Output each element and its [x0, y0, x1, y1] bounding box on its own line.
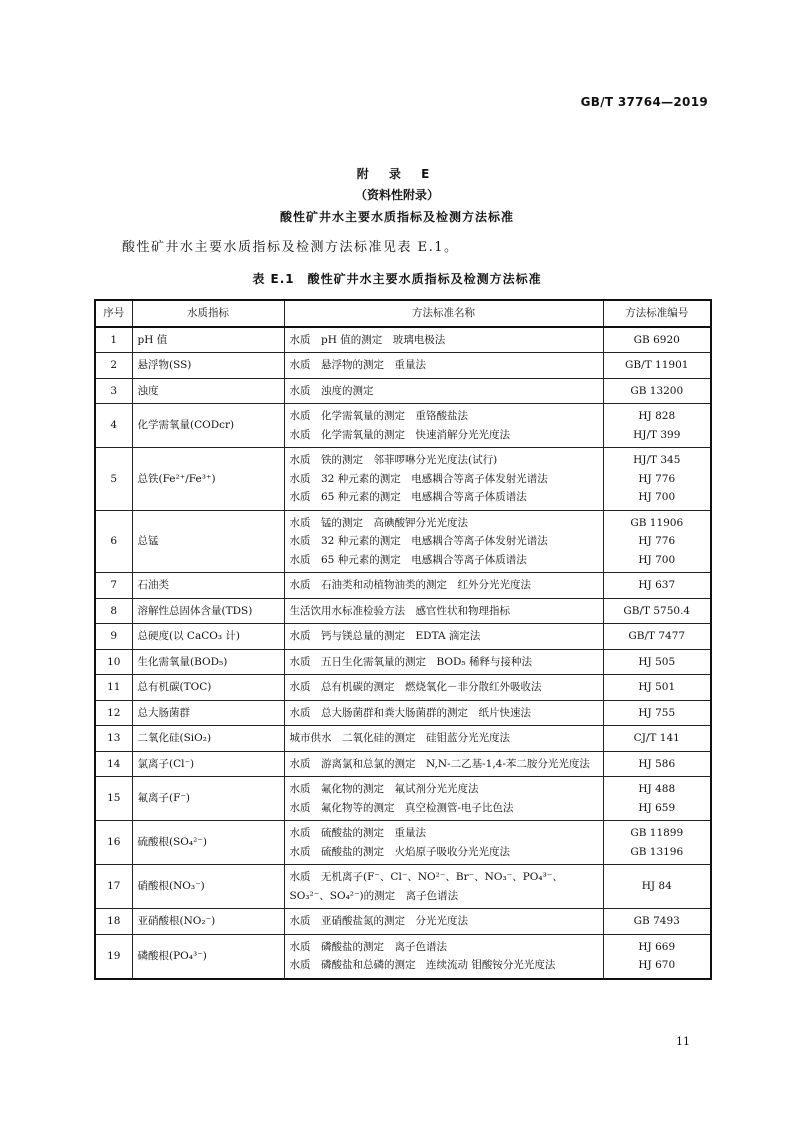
method-standard-code: GB/T 7477: [628, 630, 686, 642]
method-standard-name: 水质 石油类和动植物油类的测定 红外分光光度法: [289, 579, 531, 591]
method-standard-code: HJ 505: [638, 655, 676, 668]
water-quality-indicator: 石油类: [132, 573, 284, 599]
method-standard-names: [284, 404, 603, 448]
column-header-method: 方法标准名称: [284, 300, 603, 327]
method-standard-name: 水质 化学需氧量的测定 快速消解分光光度法: [289, 428, 510, 441]
method-standard-name: 水质 pH 值的测定 玻璃电极法: [289, 333, 446, 346]
method-standard-code: HJ 828: [638, 410, 676, 422]
method-standard-code: HJ 755: [638, 706, 676, 719]
method-standard-names: [284, 378, 603, 404]
table-row: [95, 573, 711, 599]
method-standard-code: HJ 776: [638, 472, 676, 485]
method-standard-names: [284, 865, 603, 909]
method-standard-name: 水质 钙与镁总量的测定 EDTA 滴定法: [289, 630, 481, 642]
standard-code: GB/T 37764—2019: [580, 95, 708, 109]
method-standard-codes: [603, 700, 711, 726]
row-number: 11: [95, 675, 132, 701]
row-number: 6: [95, 510, 132, 573]
method-standard-name: 水质 磷酸盐的测定 离子色谱法: [289, 940, 447, 953]
method-standard-codes: [603, 624, 711, 650]
table-row: [95, 404, 711, 448]
method-standard-codes: [603, 598, 711, 624]
method-standard-names: [284, 624, 603, 650]
water-quality-indicator: 总铁(Fe²⁺/Fe³⁺): [132, 448, 284, 511]
method-standard-names: [284, 448, 603, 511]
table-header-row: [95, 300, 711, 327]
row-number: 13: [95, 726, 132, 752]
method-standard-code: HJ 637: [638, 579, 676, 591]
method-standard-name: 水质 氟化物等的测定 真空检测管-电子比色法: [289, 801, 514, 814]
method-standard-code: HJ 488: [638, 783, 676, 795]
method-standard-codes: [603, 649, 711, 675]
method-standard-names: [284, 751, 603, 777]
method-standard-name: 水质 浊度的测定: [289, 384, 374, 397]
table-caption: 表 E.1 酸性矿井水主要水质指标及检测方法标准: [252, 272, 542, 286]
method-standard-codes: [603, 751, 711, 777]
method-standard-name: 水质 亚硝酸盐氮的测定 分光光度法: [289, 915, 468, 927]
method-standard-codes: [603, 353, 711, 379]
method-standard-name: 水质 总大肠菌群和粪大肠菌群的测定 纸片快速法: [289, 706, 531, 719]
method-standard-codes: [603, 865, 711, 909]
method-standard-codes: [603, 448, 711, 511]
row-number: 9: [95, 624, 132, 650]
method-standard-code: HJ 670: [638, 959, 676, 971]
method-standard-code: HJ 659: [638, 801, 676, 814]
method-standard-codes: [603, 573, 711, 599]
standards-table: [94, 299, 712, 980]
method-standard-name: 水质 硫酸盐的测定 火焰原子吸收分光光度法: [289, 845, 510, 858]
water-quality-indicator: 总大肠菌群: [132, 700, 284, 726]
table-row: [95, 510, 711, 573]
method-standard-names: [284, 934, 603, 979]
method-standard-names: [284, 510, 603, 573]
method-standard-name: 水质 悬浮物的测定 重量法: [289, 359, 426, 371]
method-standard-names: [284, 777, 603, 821]
method-standard-name: 水质 32 种元素的测定 电感耦合等离子体发射光谱法: [289, 535, 548, 547]
water-quality-indicator: 氯离子(Cl⁻): [132, 751, 284, 777]
row-number: 17: [95, 865, 132, 909]
appendix-nature: （资料性附录）: [354, 188, 439, 202]
table-row: [95, 624, 711, 650]
method-standard-codes: [603, 510, 711, 573]
water-quality-indicator: pH 值: [132, 327, 284, 353]
water-quality-indicator: 亚硝酸根(NO₂⁻): [132, 909, 284, 935]
method-standard-codes: [603, 327, 711, 353]
method-standard-name: 水质 磷酸盐和总磷的测定 连续流动 钼酸铵分光光度法: [289, 959, 556, 971]
method-standard-name: 水质 化学需氧量的测定 重铬酸盐法: [289, 410, 468, 422]
water-quality-indicator: 磷酸根(PO₄³⁻): [132, 934, 284, 979]
method-standard-names: [284, 598, 603, 624]
method-standard-name: 城市供水 二氧化硅的测定 硅钼蓝分光光度法: [289, 732, 510, 744]
table-row: [95, 726, 711, 752]
method-standard-codes: [603, 675, 711, 701]
table-row: [95, 598, 711, 624]
row-number: 18: [95, 909, 132, 935]
method-standard-names: [284, 726, 603, 752]
method-standard-code: GB 7493: [633, 915, 680, 927]
water-quality-indicator: 浊度: [132, 378, 284, 404]
method-standard-code: HJ 84: [641, 880, 672, 893]
table-row: [95, 934, 711, 979]
row-number: 2: [95, 353, 132, 379]
method-standard-code: HJ/T 399: [633, 428, 681, 441]
row-number: 10: [95, 649, 132, 675]
table-row: [95, 751, 711, 777]
column-header-code: 方法标准编号: [603, 300, 711, 327]
method-standard-code: HJ 700: [638, 491, 676, 503]
row-number: 16: [95, 821, 132, 865]
method-standard-codes: [603, 909, 711, 935]
table-body: [95, 327, 711, 979]
water-quality-indicator: 总硬度(以 CaCO₃ 计): [132, 624, 284, 650]
method-standard-codes: [603, 378, 711, 404]
method-standard-name: 水质 氟化物的测定 氟试剂分光光度法: [289, 783, 479, 795]
method-standard-names: [284, 909, 603, 935]
method-standard-names: [284, 675, 603, 701]
table-row: [95, 353, 711, 379]
water-quality-indicator: 硫酸根(SO₄²⁻): [132, 821, 284, 865]
table-row: [95, 448, 711, 511]
water-quality-indicator: 悬浮物(SS): [132, 353, 284, 379]
method-standard-code: HJ 501: [638, 681, 676, 693]
method-standard-code: HJ 776: [638, 535, 676, 547]
method-standard-names: [284, 649, 603, 675]
row-number: 4: [95, 404, 132, 448]
method-standard-code: GB/T 5750.4: [623, 604, 691, 617]
method-standard-name: 水质 65 种元素的测定 电感耦合等离子体质谱法: [289, 553, 527, 566]
table-row: [95, 909, 711, 935]
table-row: [95, 675, 711, 701]
method-standard-code: GB 13196: [630, 845, 684, 858]
water-quality-indicator: 硝酸根(NO₃⁻): [132, 865, 284, 909]
water-quality-indicator: 总有机碳(TOC): [132, 675, 284, 701]
method-standard-code: HJ/T 345: [633, 454, 681, 466]
method-standard-name: 水质 无机离子(F⁻、Cl⁻、NO²⁻、Br⁻、NO₃⁻、PO₄³⁻、SO₃²⁻、SO₄²⁻)的测定 离子色谱法: [289, 871, 563, 902]
water-quality-indicator: 生化需氧量(BOD₅): [132, 649, 284, 675]
method-standard-names: [284, 353, 603, 379]
method-standard-names: [284, 327, 603, 353]
column-header-indicator: 水质指标: [132, 300, 284, 327]
row-number: 5: [95, 448, 132, 511]
method-standard-code: HJ 669: [638, 940, 676, 953]
row-number: 19: [95, 934, 132, 979]
method-standard-code: GB 11899: [630, 827, 684, 839]
method-standard-name: 水质 铁的测定 邻菲啰啉分光光度法(试行): [289, 454, 498, 466]
appendix-title: 酸性矿井水主要水质指标及检测方法标准: [279, 210, 514, 224]
method-standard-codes: [603, 777, 711, 821]
appendix-label: 附 录 E: [356, 167, 438, 181]
method-standard-code: HJ 586: [638, 757, 676, 770]
method-standard-code: GB 11906: [630, 516, 684, 529]
row-number: 14: [95, 751, 132, 777]
page-number: 11: [676, 1035, 690, 1048]
method-standard-code: CJ/T 141: [633, 732, 680, 744]
method-standard-name: 水质 65 种元素的测定 电感耦合等离子体质谱法: [289, 491, 527, 503]
row-number: 7: [95, 573, 132, 599]
row-number: 3: [95, 378, 132, 404]
method-standard-code: GB 6920: [633, 333, 680, 346]
method-standard-names: [284, 821, 603, 865]
row-number: 15: [95, 777, 132, 821]
method-standard-name: 生活饮用水标准检验方法 感官性状和物理指标: [289, 604, 510, 617]
method-standard-name: 水质 游离氯和总氯的测定 N,N-二乙基-1,4-苯二胺分光光度法: [289, 757, 590, 770]
row-number: 1: [95, 327, 132, 353]
table-row: [95, 865, 711, 909]
table-row: [95, 777, 711, 821]
intro-paragraph: 酸性矿井水主要水质指标及检测方法标准见表 E.1。: [122, 240, 459, 255]
method-standard-name: 水质 32 种元素的测定 电感耦合等离子体发射光谱法: [289, 472, 548, 485]
method-standard-codes: [603, 404, 711, 448]
table-row: [95, 700, 711, 726]
method-standard-codes: [603, 934, 711, 979]
method-standard-code: GB/T 11901: [625, 359, 689, 371]
method-standard-codes: [603, 821, 711, 865]
method-standard-name: 水质 总有机碳的测定 燃烧氧化－非分散红外吸收法: [289, 681, 542, 693]
method-standard-codes: [603, 726, 711, 752]
method-standard-names: [284, 573, 603, 599]
table-row: [95, 327, 711, 353]
row-number: 8: [95, 598, 132, 624]
table-row: [95, 378, 711, 404]
method-standard-name: 水质 五日生化需氧量的测定 BOD₅ 稀释与接种法: [289, 655, 532, 668]
water-quality-indicator: 氟离子(F⁻): [132, 777, 284, 821]
method-standard-code: GB 13200: [630, 384, 684, 397]
method-standard-code: HJ 700: [638, 553, 676, 566]
column-header-no: 序号: [95, 300, 132, 327]
table-row: [95, 649, 711, 675]
method-standard-names: [284, 700, 603, 726]
row-number: 12: [95, 700, 132, 726]
table-row: [95, 821, 711, 865]
method-standard-name: 水质 锰的测定 高碘酸钾分光光度法: [289, 516, 468, 529]
water-quality-indicator: 溶解性总固体含量(TDS): [132, 598, 284, 624]
water-quality-indicator: 化学需氧量(CODcr): [132, 404, 284, 448]
water-quality-indicator: 总锰: [132, 510, 284, 573]
method-standard-name: 水质 硫酸盐的测定 重量法: [289, 827, 426, 839]
water-quality-indicator: 二氧化硅(SiO₂): [132, 726, 284, 752]
